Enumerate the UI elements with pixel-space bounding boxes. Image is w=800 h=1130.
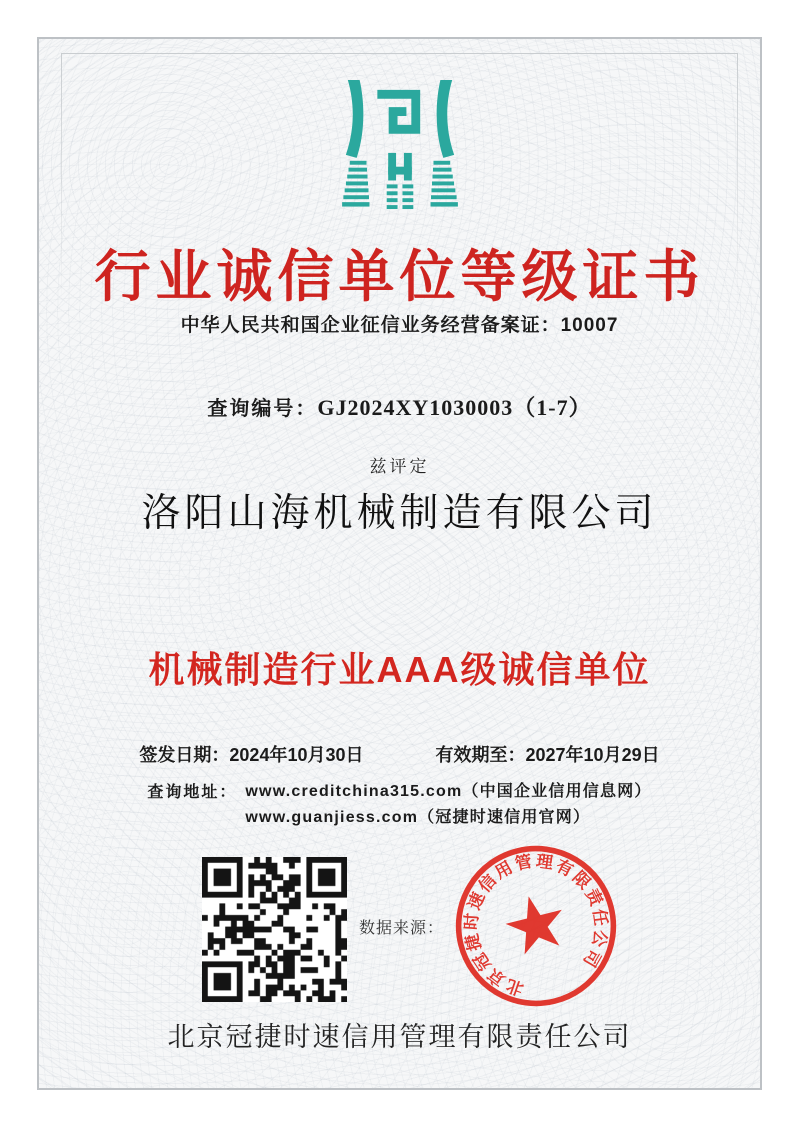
certificate-subtitle: 中华人民共和国企业征信业务经营备案证：10007 [180,315,619,336]
query-address-row [39,779,760,831]
data-source-label: 数据来源： [359,920,445,937]
qr-code [202,857,347,1002]
query-number-value: GJ2024XY1030003（1-7） [317,395,592,420]
valid-until-label: 有效期至： [435,745,526,765]
certificate-title: 行业诚信单位等级证书 [94,245,705,308]
seal-text: 北京冠捷时速信用管理有限责任公司 [461,851,611,999]
issuer-name: 北京冠捷时速信用管理有限责任公司 [167,1022,632,1052]
query-address-lines [245,779,651,831]
query-address-line2: www.guanjiess.com（冠捷时速信用官网） [245,809,591,826]
brand-logo-icon [336,79,464,215]
query-number-label: 查询编号： [207,398,318,420]
seal-star-icon [500,889,570,957]
query-number-row [39,391,760,422]
dates-row [39,741,760,767]
valid-until-value: 2027年10月29日 [525,745,660,765]
issue-date-label: 签发日期： [139,745,230,765]
logo-row [39,79,760,220]
rating-text: 机械制造行业AAA级诚信单位 [148,649,651,690]
issue-date-value: 2024年10月30日 [229,745,364,765]
certificate-page [37,37,762,1090]
company-seal [434,824,638,1028]
query-address-label: 查询地址： [147,784,238,801]
issue-date [139,741,363,767]
valid-until [436,741,660,767]
query-address-line1: www.creditchina315.com（中国企业信用信息网） [245,783,652,800]
company-name: 洛阳山海机械制造有限公司 [141,492,658,535]
assessment-intro: 兹评定 [369,457,430,476]
